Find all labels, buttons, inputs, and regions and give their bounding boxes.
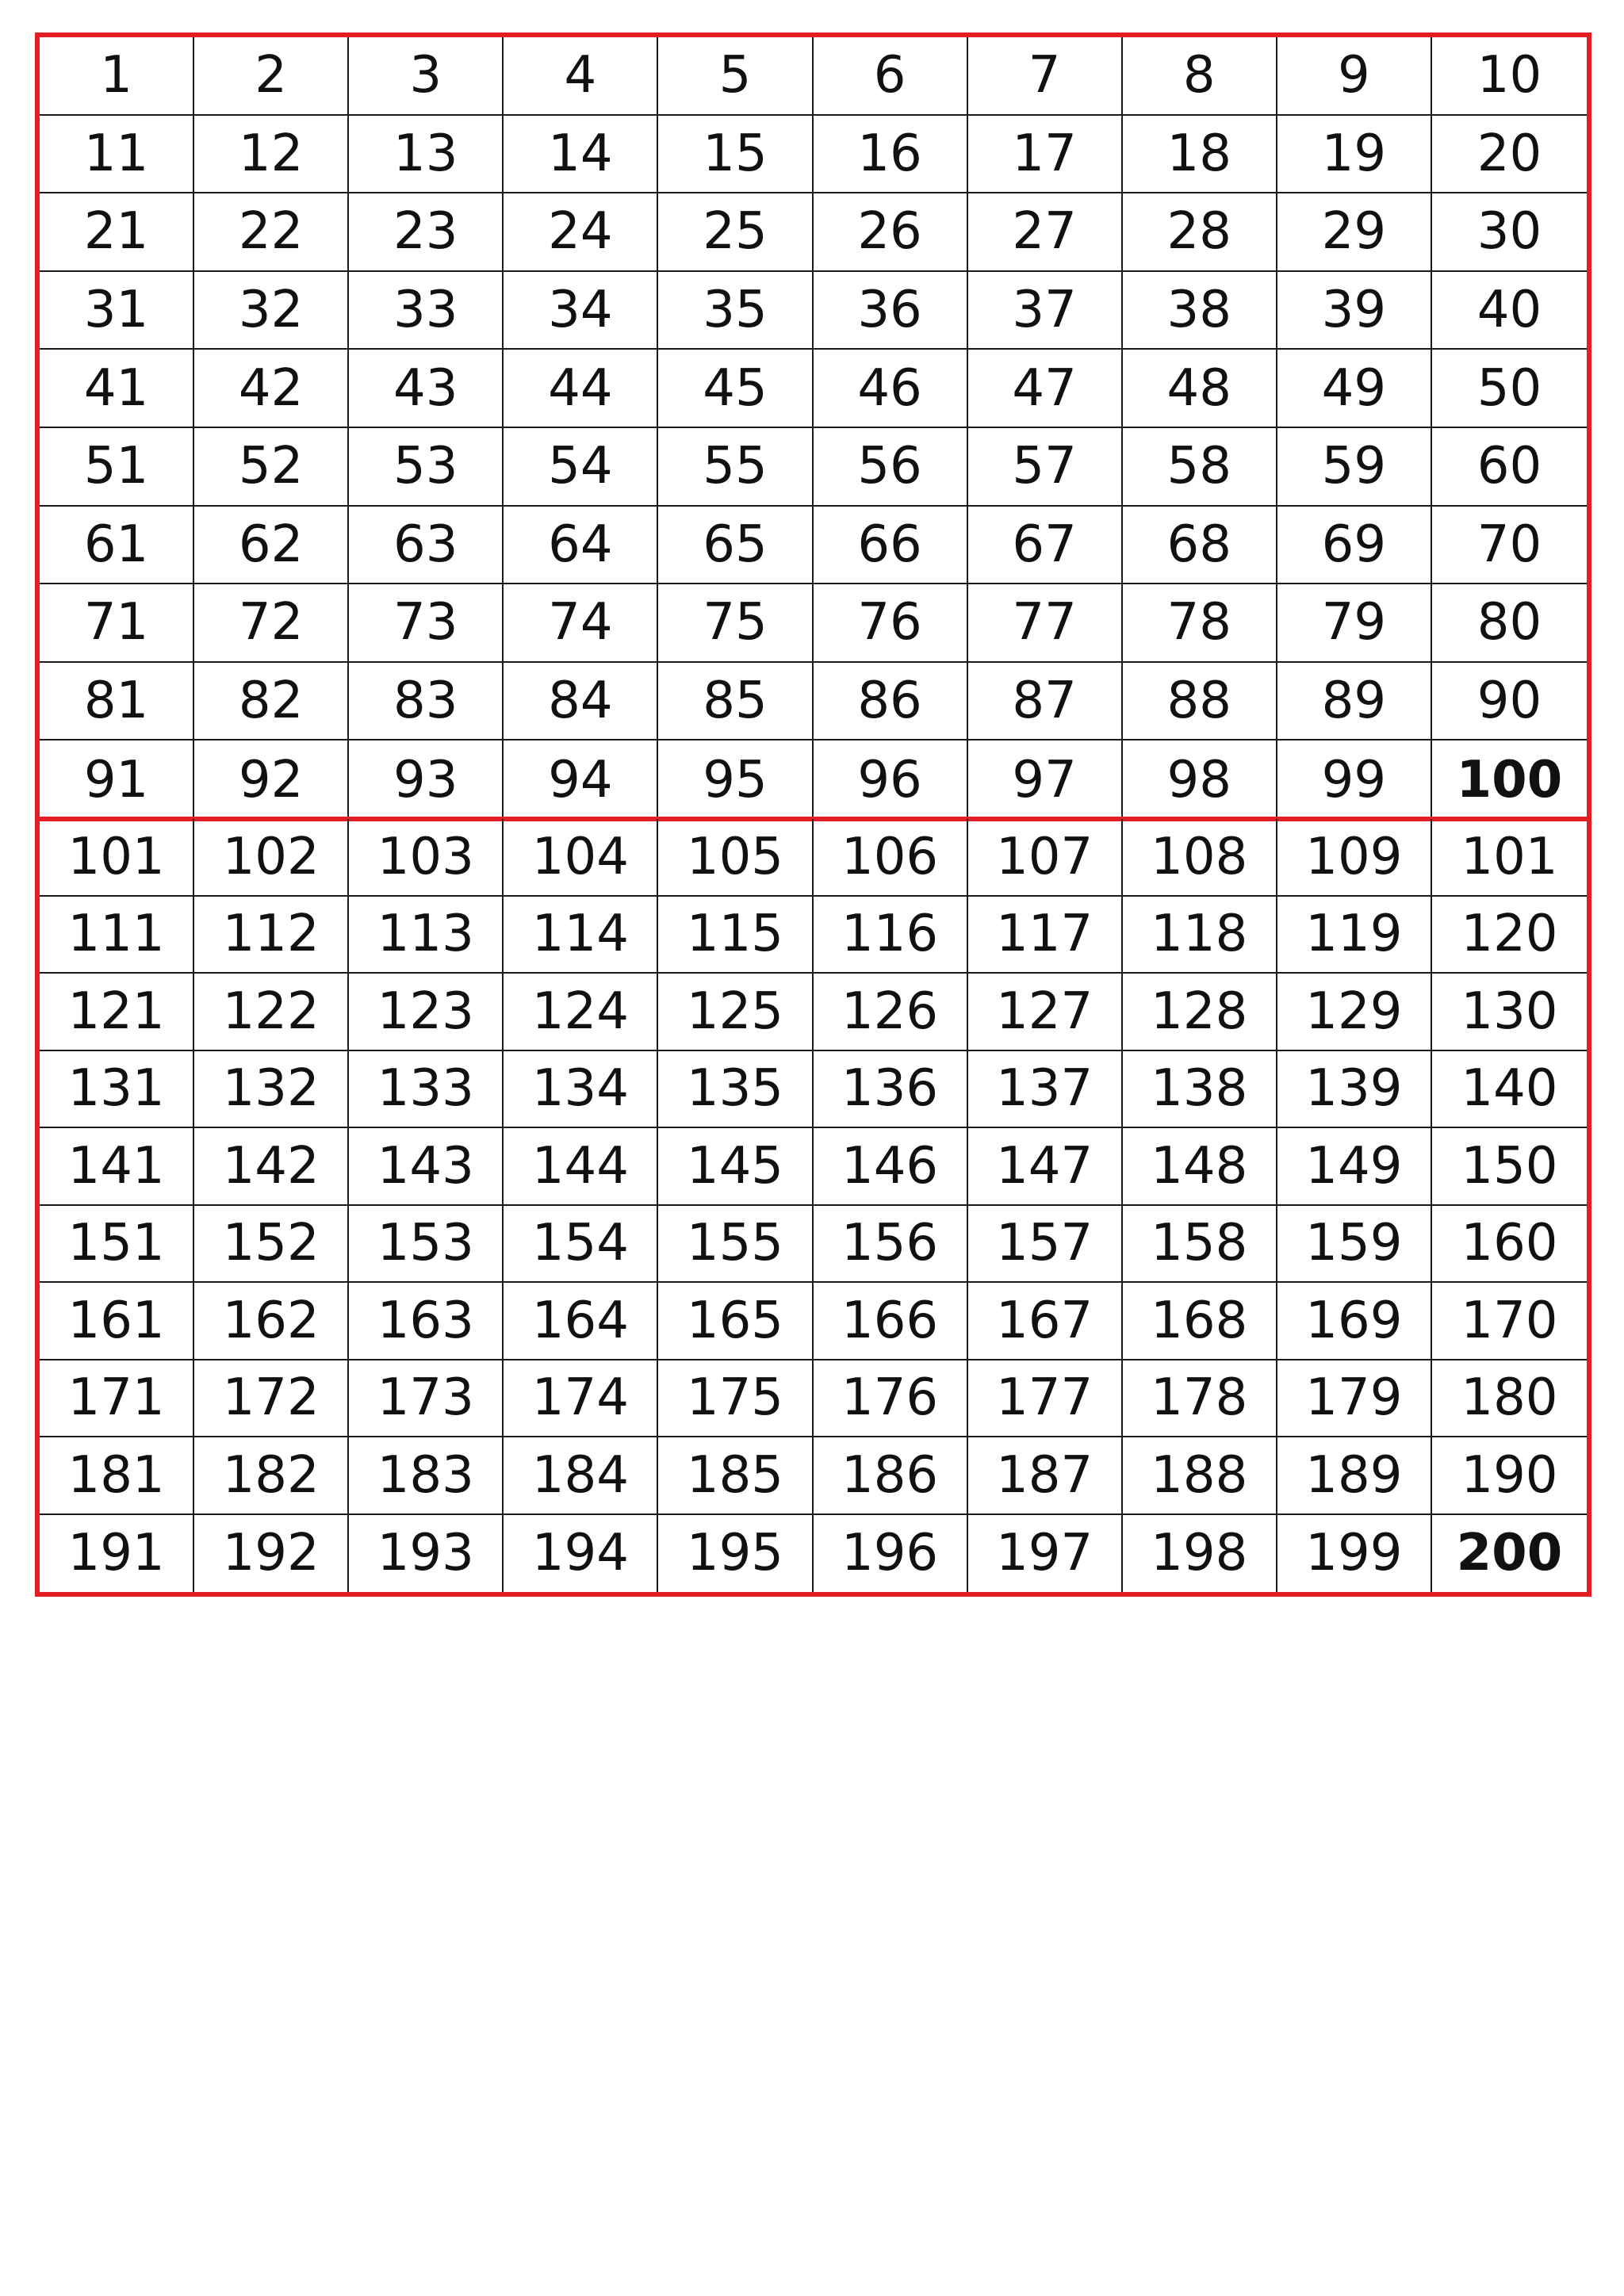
number-cell: 162 (194, 1283, 349, 1360)
number-cell: 19 (1277, 116, 1432, 194)
number-cell: 88 (1123, 663, 1277, 741)
number-cell: 80 (1432, 584, 1587, 663)
number-cell: 18 (1123, 116, 1277, 194)
number-cell: 92 (194, 740, 349, 819)
number-cell: 143 (349, 1128, 504, 1206)
number-cell: 84 (504, 663, 658, 741)
number-cell: 78 (1123, 584, 1277, 663)
number-cell: 24 (504, 193, 658, 272)
number-cell: 16 (814, 116, 968, 194)
number-cell: 33 (349, 272, 504, 350)
number-cell: 86 (814, 663, 968, 741)
number-cell: 1 (40, 37, 194, 116)
number-cell: 106 (814, 819, 968, 897)
number-cell: 9 (1277, 37, 1432, 116)
number-cell: 130 (1432, 974, 1587, 1051)
number-cell: 8 (1123, 37, 1277, 116)
number-cell: 120 (1432, 897, 1587, 974)
number-cell: 30 (1432, 193, 1587, 272)
number-cell: 119 (1277, 897, 1432, 974)
number-cell: 184 (504, 1437, 658, 1515)
number-cell: 155 (658, 1206, 813, 1284)
number-cell: 160 (1432, 1206, 1587, 1284)
number-cell: 114 (504, 897, 658, 974)
number-cell: 48 (1123, 350, 1277, 428)
number-cell: 26 (814, 193, 968, 272)
number-cell: 76 (814, 584, 968, 663)
number-cell: 193 (349, 1515, 504, 1593)
number-cell: 195 (658, 1515, 813, 1593)
number-cell: 147 (968, 1128, 1123, 1206)
number-cell: 68 (1123, 507, 1277, 585)
number-cell: 20 (1432, 116, 1587, 194)
number-cell: 118 (1123, 897, 1277, 974)
number-cell: 69 (1277, 507, 1432, 585)
number-cell: 192 (194, 1515, 349, 1593)
number-cell: 188 (1123, 1437, 1277, 1515)
number-cell: 25 (658, 193, 813, 272)
number-cell: 164 (504, 1283, 658, 1360)
number-cell: 54 (504, 428, 658, 507)
number-cell: 136 (814, 1051, 968, 1129)
number-cell: 146 (814, 1128, 968, 1206)
number-cell: 46 (814, 350, 968, 428)
number-cell: 79 (1277, 584, 1432, 663)
number-cell: 96 (814, 740, 968, 819)
number-cell: 4 (504, 37, 658, 116)
number-cell: 29 (1277, 193, 1432, 272)
number-cell: 197 (968, 1515, 1123, 1593)
number-cell: 167 (968, 1283, 1123, 1360)
number-cell: 134 (504, 1051, 658, 1129)
number-chart (35, 33, 1591, 1597)
number-cell: 72 (194, 584, 349, 663)
number-cell: 81 (40, 663, 194, 741)
number-cell: 97 (968, 740, 1123, 819)
number-cell: 168 (1123, 1283, 1277, 1360)
number-cell: 112 (194, 897, 349, 974)
number-cell: 172 (194, 1360, 349, 1438)
number-cell: 14 (504, 116, 658, 194)
number-cell: 198 (1123, 1515, 1277, 1593)
number-cell: 45 (658, 350, 813, 428)
number-cell: 126 (814, 974, 968, 1051)
number-cell: 103 (349, 819, 504, 897)
number-cell: 75 (658, 584, 813, 663)
number-cell: 171 (40, 1360, 194, 1438)
number-cell: 179 (1277, 1360, 1432, 1438)
number-cell: 58 (1123, 428, 1277, 507)
number-cell: 27 (968, 193, 1123, 272)
number-cell: 185 (658, 1437, 813, 1515)
number-cell: 145 (658, 1128, 813, 1206)
number-cell: 91 (40, 740, 194, 819)
number-cell: 166 (814, 1283, 968, 1360)
number-cell: 169 (1277, 1283, 1432, 1360)
number-cell: 152 (194, 1206, 349, 1284)
number-cell: 113 (349, 897, 504, 974)
number-cell: 125 (658, 974, 813, 1051)
number-cell: 115 (658, 897, 813, 974)
number-cell: 7 (968, 37, 1123, 116)
number-cell: 36 (814, 272, 968, 350)
number-cell: 149 (1277, 1128, 1432, 1206)
number-cell: 38 (1123, 272, 1277, 350)
number-cell: 123 (349, 974, 504, 1051)
number-cell: 60 (1432, 428, 1587, 507)
number-cell: 176 (814, 1360, 968, 1438)
number-cell: 108 (1123, 819, 1277, 897)
number-cell: 100 (1456, 750, 1563, 809)
number-cell: 107 (968, 819, 1123, 897)
number-cell: 90 (1432, 663, 1587, 741)
number-cell: 49 (1277, 350, 1432, 428)
number-cell: 21 (40, 193, 194, 272)
number-cell: 15 (658, 116, 813, 194)
number-cell: 104 (504, 819, 658, 897)
number-cell: 131 (40, 1051, 194, 1129)
number-cell: 52 (194, 428, 349, 507)
number-cell: 135 (658, 1051, 813, 1129)
number-cell: 42 (194, 350, 349, 428)
number-cell: 105 (658, 819, 813, 897)
number-cell: 23 (349, 193, 504, 272)
number-cell: 157 (968, 1206, 1123, 1284)
number-cell: 173 (349, 1360, 504, 1438)
number-cell: 182 (194, 1437, 349, 1515)
number-cell: 28 (1123, 193, 1277, 272)
number-cell: 67 (968, 507, 1123, 585)
number-cell: 77 (968, 584, 1123, 663)
number-cell: 83 (349, 663, 504, 741)
number-cell: 63 (349, 507, 504, 585)
number-cell: 117 (968, 897, 1123, 974)
number-cell: 37 (968, 272, 1123, 350)
number-cell: 40 (1432, 272, 1587, 350)
number-cell: 153 (349, 1206, 504, 1284)
number-cell: 139 (1277, 1051, 1432, 1129)
number-cell: 177 (968, 1360, 1123, 1438)
number-cell: 66 (814, 507, 968, 585)
number-cell: 159 (1277, 1206, 1432, 1284)
number-cell: 53 (349, 428, 504, 507)
number-cell: 6 (814, 37, 968, 116)
number-cell: 34 (504, 272, 658, 350)
number-cell: 151 (40, 1206, 194, 1284)
number-cell: 94 (504, 740, 658, 819)
number-cell: 124 (504, 974, 658, 1051)
number-cell: 128 (1123, 974, 1277, 1051)
number-cell: 142 (194, 1128, 349, 1206)
number-cell: 74 (504, 584, 658, 663)
number-cell: 199 (1277, 1515, 1432, 1593)
number-cell: 178 (1123, 1360, 1277, 1438)
number-cell: 121 (40, 974, 194, 1051)
number-cell: 5 (658, 37, 813, 116)
number-cell: 2 (194, 37, 349, 116)
number-cell: 39 (1277, 272, 1432, 350)
number-cell: 101 (1432, 819, 1587, 897)
number-cell: 17 (968, 116, 1123, 194)
upper-number-block (40, 37, 1587, 819)
number-cell: 102 (194, 819, 349, 897)
number-cell: 191 (40, 1515, 194, 1593)
number-cell: 32 (194, 272, 349, 350)
number-cell: 3 (349, 37, 504, 116)
number-cell: 175 (658, 1360, 813, 1438)
number-cell: 111 (40, 897, 194, 974)
number-cell: 133 (349, 1051, 504, 1129)
number-cell: 61 (40, 507, 194, 585)
number-cell: 144 (504, 1128, 658, 1206)
number-cell: 140 (1432, 1051, 1587, 1129)
number-cell: 186 (814, 1437, 968, 1515)
number-cell: 196 (814, 1515, 968, 1593)
number-cell: 70 (1432, 507, 1587, 585)
number-cell: 22 (194, 193, 349, 272)
number-cell: 183 (349, 1437, 504, 1515)
number-cell: 10 (1432, 37, 1587, 116)
number-cell: 156 (814, 1206, 968, 1284)
number-cell: 47 (968, 350, 1123, 428)
number-cell: 181 (40, 1437, 194, 1515)
number-cell: 141 (40, 1128, 194, 1206)
number-cell: 190 (1432, 1437, 1587, 1515)
number-cell: 57 (968, 428, 1123, 507)
number-cell: 163 (349, 1283, 504, 1360)
number-cell: 158 (1123, 1206, 1277, 1284)
number-cell: 12 (194, 116, 349, 194)
number-cell: 31 (40, 272, 194, 350)
number-cell: 51 (40, 428, 194, 507)
number-cell: 129 (1277, 974, 1432, 1051)
number-cell: 150 (1432, 1128, 1587, 1206)
number-cell: 82 (194, 663, 349, 741)
number-cell: 56 (814, 428, 968, 507)
number-cell: 187 (968, 1437, 1123, 1515)
number-cell: 11 (40, 116, 194, 194)
lower-number-block (40, 819, 1587, 1592)
number-cell: 50 (1432, 350, 1587, 428)
number-cell: 200 (1456, 1524, 1563, 1583)
number-cell: 116 (814, 897, 968, 974)
number-cell: 99 (1277, 740, 1432, 819)
number-cell: 101 (40, 819, 194, 897)
number-cell: 55 (658, 428, 813, 507)
number-cell: 59 (1277, 428, 1432, 507)
number-cell: 154 (504, 1206, 658, 1284)
number-cell: 109 (1277, 819, 1432, 897)
number-cell: 64 (504, 507, 658, 585)
number-cell: 35 (658, 272, 813, 350)
number-cell: 71 (40, 584, 194, 663)
number-cell: 132 (194, 1051, 349, 1129)
number-cell: 44 (504, 350, 658, 428)
number-cell: 137 (968, 1051, 1123, 1129)
number-cell: 85 (658, 663, 813, 741)
number-cell: 41 (40, 350, 194, 428)
number-cell: 87 (968, 663, 1123, 741)
number-cell: 161 (40, 1283, 194, 1360)
number-cell: 174 (504, 1360, 658, 1438)
number-cell: 138 (1123, 1051, 1277, 1129)
number-cell: 127 (968, 974, 1123, 1051)
number-cell: 13 (349, 116, 504, 194)
number-cell: 73 (349, 584, 504, 663)
number-cell: 148 (1123, 1128, 1277, 1206)
number-cell: 65 (658, 507, 813, 585)
number-cell: 180 (1432, 1360, 1587, 1438)
number-cell: 95 (658, 740, 813, 819)
number-cell: 93 (349, 740, 504, 819)
number-cell: 165 (658, 1283, 813, 1360)
number-cell: 43 (349, 350, 504, 428)
number-cell: 194 (504, 1515, 658, 1593)
number-cell: 89 (1277, 663, 1432, 741)
number-cell: 122 (194, 974, 349, 1051)
number-cell: 189 (1277, 1437, 1432, 1515)
number-cell: 62 (194, 507, 349, 585)
number-cell: 170 (1432, 1283, 1587, 1360)
number-cell: 98 (1123, 740, 1277, 819)
